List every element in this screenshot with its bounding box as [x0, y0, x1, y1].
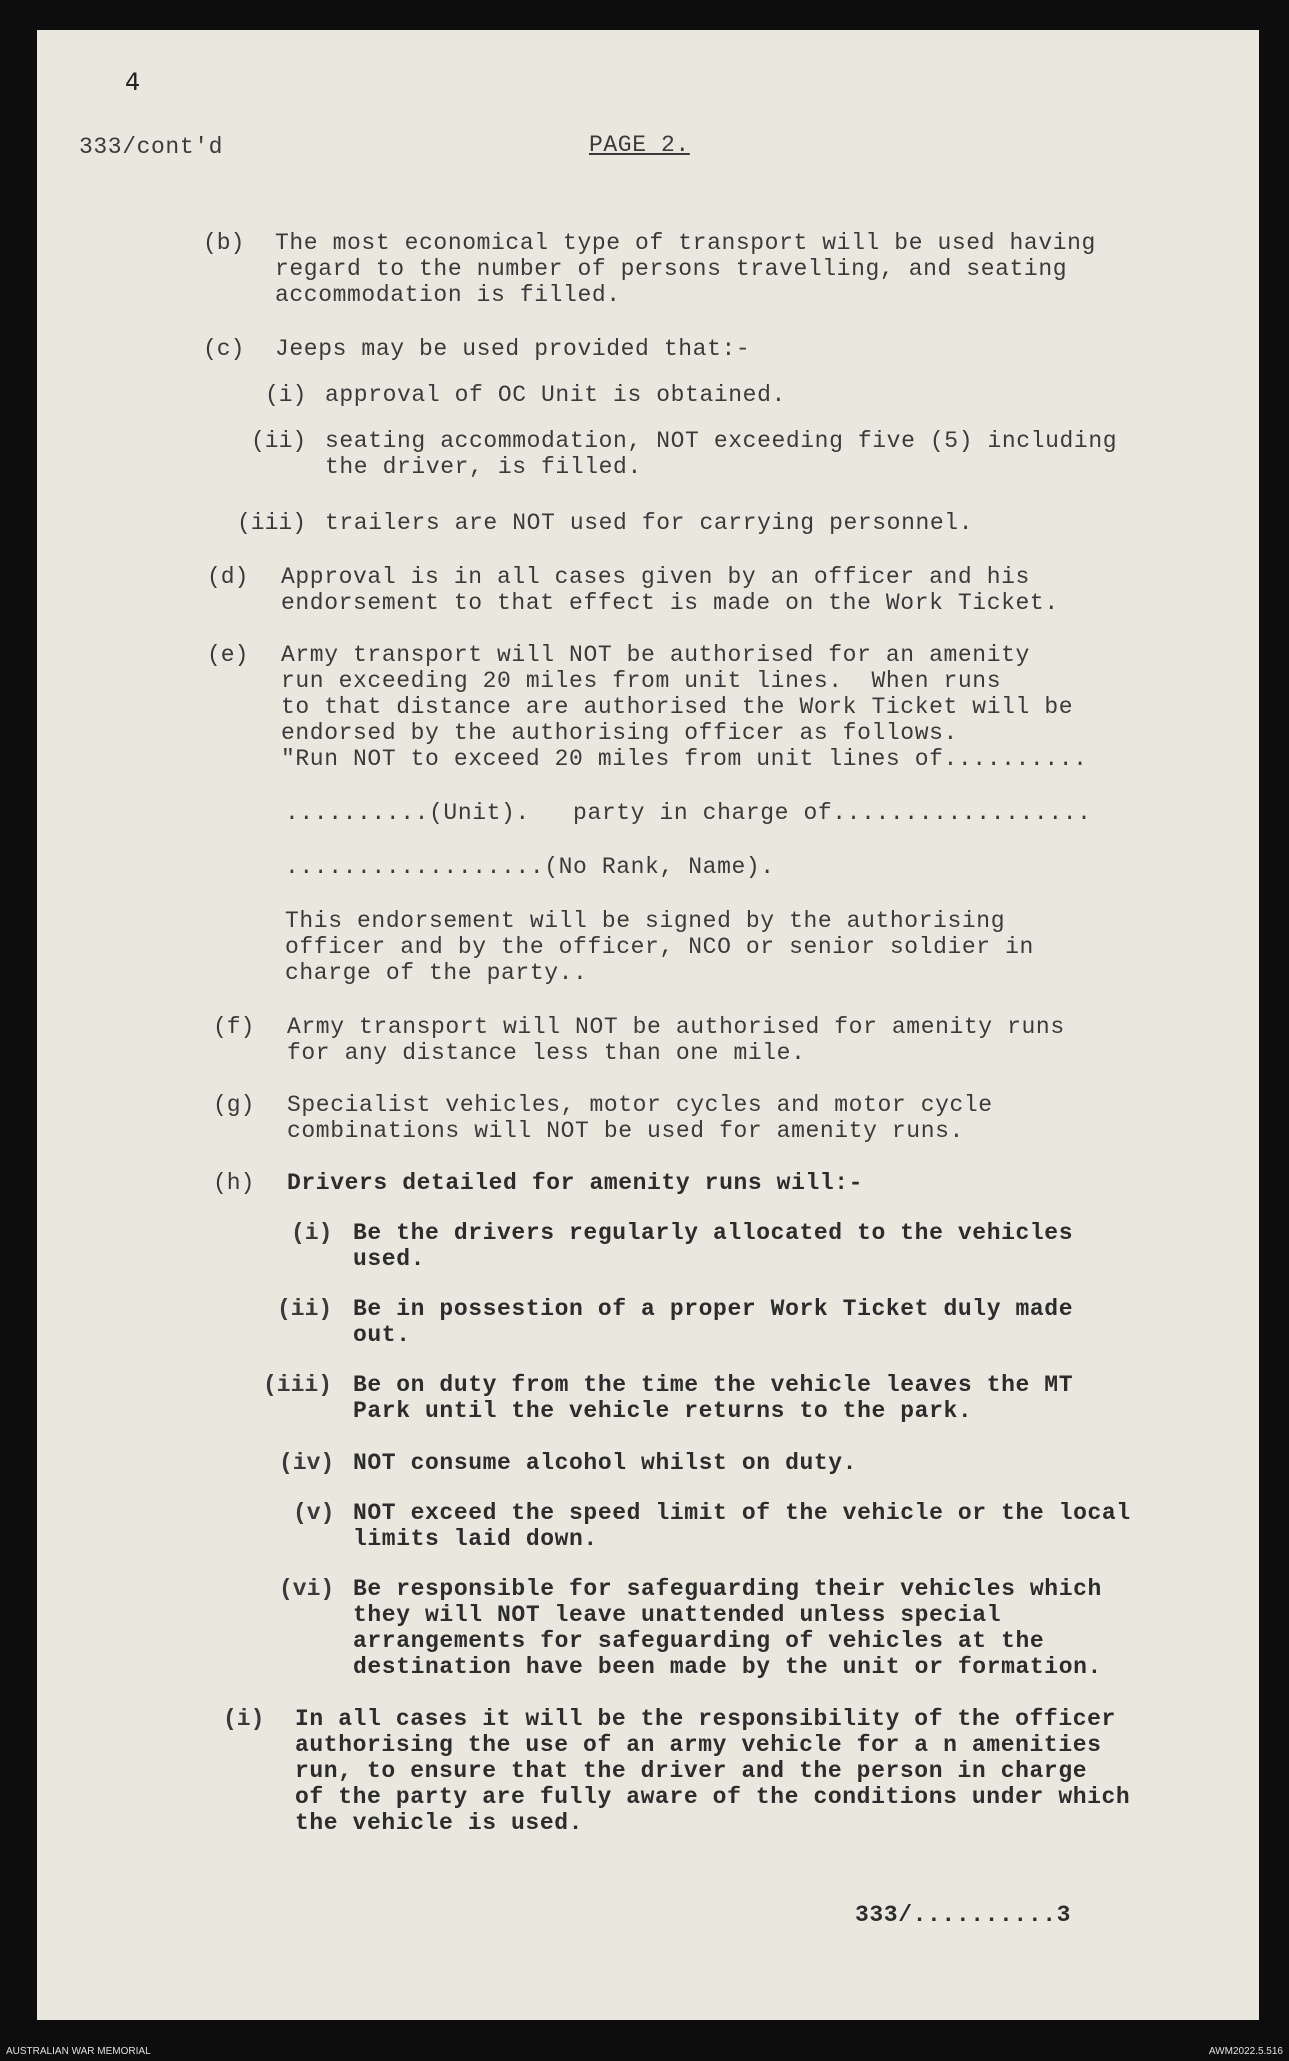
- para-h-v-label: (v): [293, 1500, 335, 1526]
- para-line: Army transport will NOT be authorised for an amenity: [281, 642, 1030, 668]
- para-line: used.: [353, 1246, 426, 1272]
- para-line: This endorsement will be signed by the authorising: [285, 908, 1006, 934]
- reference-number: 333/cont'd: [79, 134, 224, 160]
- handwritten-page-number: 4: [125, 68, 141, 96]
- next-page-reference: 333/..........3: [855, 1902, 1072, 1928]
- para-d-label: (d): [207, 564, 249, 590]
- para-line: Park until the vehicle returns to the park.: [353, 1398, 973, 1424]
- para-line: to that distance are authorised the Work Ticket will be: [281, 694, 1074, 720]
- para-h-iv-label: (iv): [279, 1450, 335, 1476]
- para-line: authorising the use of an army vehicle for a n amenities: [295, 1732, 1102, 1758]
- para-line: run, to ensure that the driver and the person in charge: [295, 1758, 1088, 1784]
- para-line: Specialist vehicles, motor cycles and motor cycle: [287, 1092, 993, 1118]
- para-c-ii-label: (ii): [251, 428, 307, 454]
- para-line: seating accommodation, NOT exceeding five (5) including: [325, 428, 1118, 454]
- para-h-iii-label: (iii): [263, 1372, 333, 1398]
- para-line: combinations will NOT be used for amenity runs.: [287, 1118, 964, 1144]
- para-line: Army transport will NOT be authorised for amenity runs: [287, 1014, 1065, 1040]
- para-line: arrangements for safeguarding of vehicles at the: [353, 1628, 1045, 1654]
- para-h-iv: NOT consume alcohol whilst on duty.: [353, 1450, 858, 1476]
- para-line: "Run NOT to exceed 20 miles from unit lines of..........: [281, 746, 1088, 772]
- para-line: the driver, is filled.: [325, 454, 642, 480]
- para-line: In all cases it will be the responsibility of the officer: [295, 1706, 1116, 1732]
- para-g-label: (g): [213, 1092, 255, 1118]
- para-line: regard to the number of persons travelling, and seating: [275, 256, 1068, 282]
- para-line: Be in possestion of a proper Work Ticket duly made: [353, 1296, 1074, 1322]
- para-c: Jeeps may be used provided that:-: [275, 336, 751, 362]
- para-line: limits laid down.: [353, 1526, 598, 1552]
- para-h-ii-label: (ii): [277, 1296, 333, 1322]
- para-line: Be on duty from the time the vehicle leaves the MT: [353, 1372, 1074, 1398]
- para-e-label: (e): [207, 642, 249, 668]
- para-line: for any distance less than one mile.: [287, 1040, 806, 1066]
- para-line: out.: [353, 1322, 411, 1348]
- para-line: of the party are fully aware of the conditions under which: [295, 1784, 1131, 1810]
- endorsement-name-line: ..................(No Rank, Name).: [285, 854, 775, 880]
- document-page: [37, 30, 1259, 2020]
- para-h-vi-label: (vi): [279, 1576, 335, 1602]
- para-h-label: (h): [213, 1170, 255, 1196]
- para-c-iii: trailers are NOT used for carrying personnel.: [325, 510, 974, 536]
- para-line: destination have been made by the unit or formation.: [353, 1654, 1102, 1680]
- para-line: run exceeding 20 miles from unit lines. When runs: [281, 668, 1002, 694]
- para-line: Be the drivers regularly allocated to the vehicles: [353, 1220, 1074, 1246]
- para-c-i: approval of OC Unit is obtained.: [325, 382, 786, 408]
- page-heading: PAGE 2.: [589, 132, 690, 158]
- para-line: NOT exceed the speed limit of the vehicle or the local: [353, 1500, 1131, 1526]
- para-b-label: (b): [203, 230, 245, 256]
- para-line: Be responsible for safeguarding their vehicles which: [353, 1576, 1102, 1602]
- archive-credit: AUSTRALIAN WAR MEMORIAL: [6, 2046, 151, 2057]
- archive-item-id: AWM2022.5.516: [1208, 2046, 1283, 2057]
- para-line: The most economical type of transport will be used having: [275, 230, 1096, 256]
- para-c-i-label: (i): [265, 382, 307, 408]
- para-line: the vehicle is used.: [295, 1810, 584, 1836]
- endorsement-unit-line: ..........(Unit). party in charge of..................: [285, 800, 1092, 826]
- para-line: endorsed by the authorising officer as follows.: [281, 720, 958, 746]
- para-line: accommodation is filled.: [275, 282, 621, 308]
- para-i-label: (i): [223, 1706, 265, 1732]
- para-line: charge of the party..: [285, 960, 588, 986]
- para-line: they will NOT leave unattended unless special: [353, 1602, 1002, 1628]
- para-c-label: (c): [203, 336, 245, 362]
- para-c-iii-label: (iii): [237, 510, 307, 536]
- para-f-label: (f): [213, 1014, 255, 1040]
- para-line: officer and by the officer, NCO or senior soldier in: [285, 934, 1034, 960]
- para-line: Approval is in all cases given by an officer and his: [281, 564, 1030, 590]
- para-h: Drivers detailed for amenity runs will:-: [287, 1170, 864, 1196]
- para-line: endorsement to that effect is made on the Work Ticket.: [281, 590, 1059, 616]
- para-h-i-label: (i): [291, 1220, 333, 1246]
